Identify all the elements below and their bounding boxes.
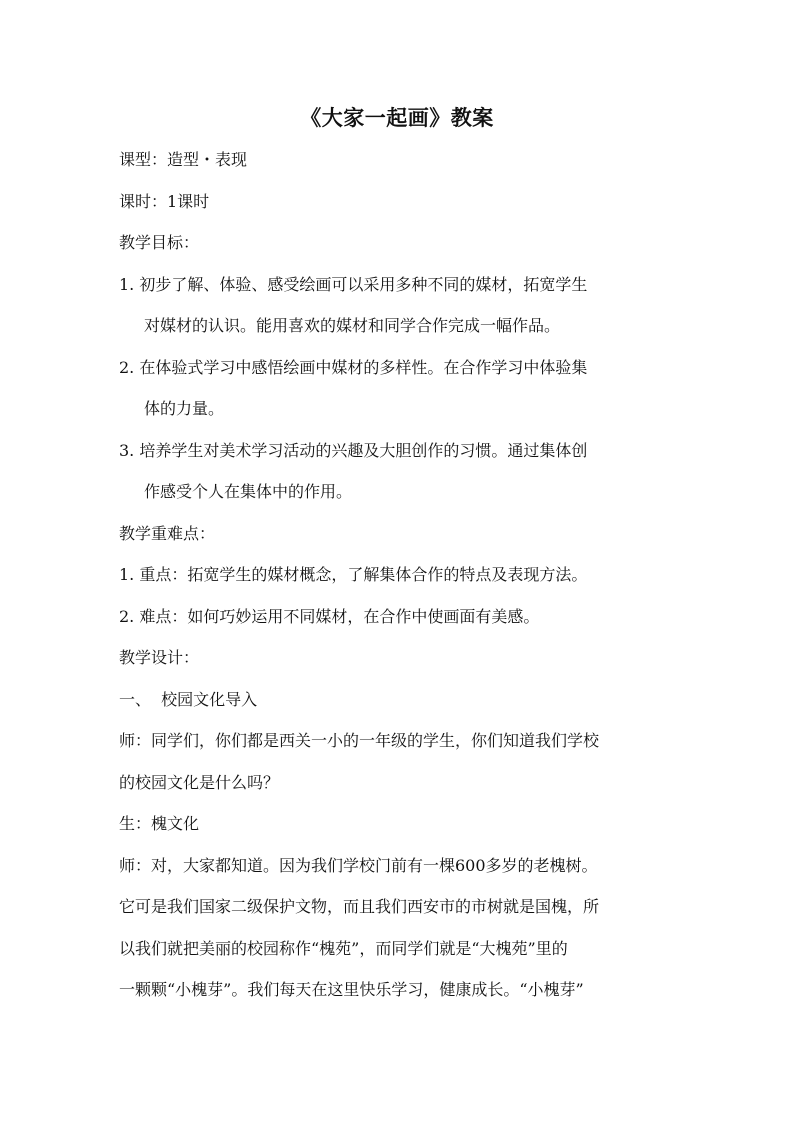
objective-2-line-1: 2. 在体验式学习中感悟绘画中媒材的多样性。在合作学习中体验集 (119, 357, 588, 377)
keypoints-heading: 教学重难点： (119, 523, 216, 543)
objectives-heading: 教学目标： (119, 233, 200, 252)
dialogue-line-3: 生：槐文化 (119, 814, 200, 833)
document-body (119, 139, 679, 1011)
design-heading: 教学设计： (119, 648, 200, 667)
document-title: 《大家一起画》教案 (300, 105, 494, 130)
objective-1-line-1: 1. 初步了解、体验、感受绘画可以采用多种不同的媒材，拓宽学生 (119, 274, 588, 294)
dialogue-line-4: 师：对，大家都知道。因为我们学校门前有一棵600多岁的老槐树。 (119, 855, 598, 875)
objective-1-line-2: 对媒材的认识。能用喜欢的媒材和同学合作完成一幅作品。 (144, 316, 561, 335)
dialogue-line-2: 的校园文化是什么吗？ (119, 772, 280, 792)
objective-3-line-1: 3. 培养学生对美术学习活动的兴趣及大胆创作的习惯。通过集体创 (119, 440, 588, 460)
lesson-type: 课型：造型・表现 (119, 150, 248, 169)
dialogue-line-1: 师：同学们，你们都是西关一小的一年级的学生，你们知道我们学校 (119, 731, 600, 750)
dialogue-line-7: 一颗颗“小槐芽”。我们每天在这里快乐学习，健康成长。“小槐芽” (119, 980, 584, 999)
lesson-time: 课时：1课时 (119, 191, 210, 211)
dialogue-line-6: 以我们就把美丽的校园称作“槐苑”，而同学们就是“大槐苑”里的 (119, 938, 568, 958)
objective-3-line-2: 作感受个人在集体中的作用。 (144, 482, 353, 501)
section-one-heading: 一、 校园文化导入 (119, 689, 258, 709)
objective-2-line-2: 体的力量。 (144, 399, 225, 418)
keypoint-2: 2. 难点：如何巧妙运用不同媒材，在合作中使画面有美感。 (119, 606, 540, 626)
keypoint-1: 1. 重点：拓宽学生的媒材概念，了解集体合作的特点及表现方法。 (119, 565, 588, 584)
dialogue-line-5: 它可是我们国家二级保护文物，而且我们西安市的市树就是国槐，所 (119, 897, 600, 916)
